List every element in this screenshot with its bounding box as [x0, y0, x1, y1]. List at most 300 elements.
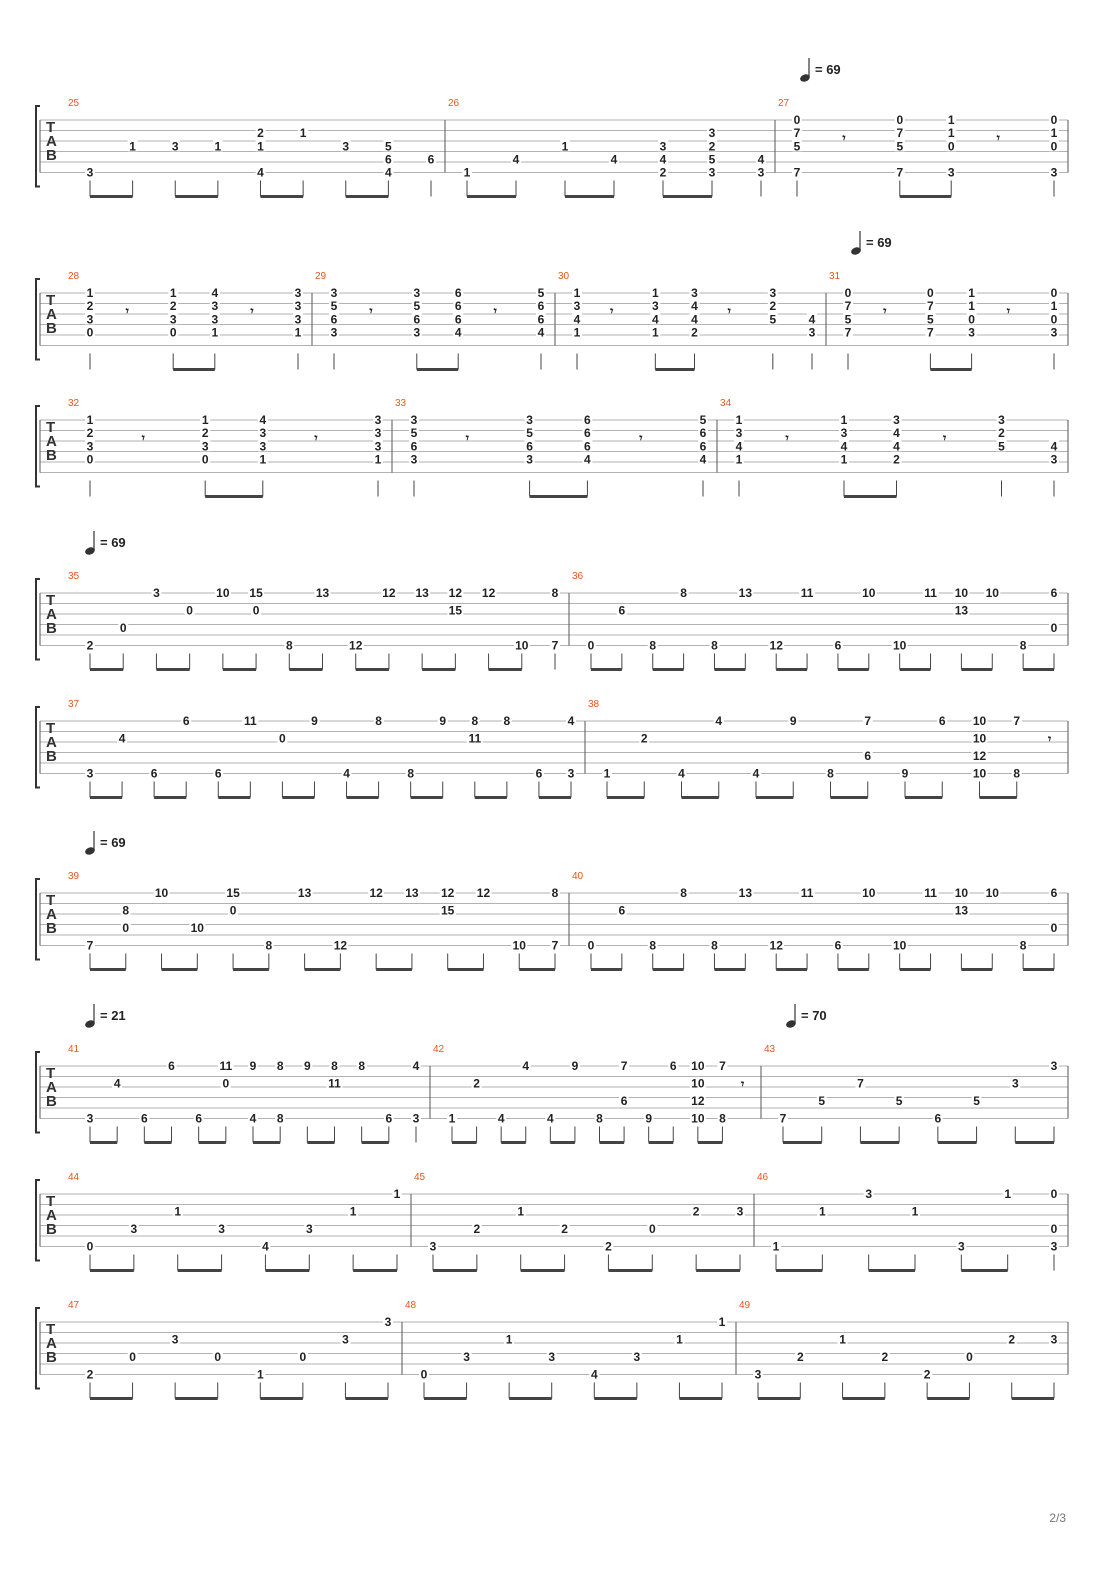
fret-number: 3: [86, 165, 94, 180]
tempo-marking: [84, 531, 126, 556]
fret-number: 3: [86, 312, 94, 327]
rest-mark: 𝄾: [610, 304, 614, 318]
fret-number: 9: [303, 1059, 311, 1073]
tab-clef-letter: B: [46, 1349, 57, 1366]
fret-number: 2: [86, 299, 94, 314]
fret-number: 1: [651, 286, 659, 300]
measure-number: 39: [68, 871, 80, 882]
measure: [558, 271, 817, 370]
fret-number: 3: [86, 766, 94, 781]
fret-number: 0: [966, 1350, 973, 1364]
fret-number: 1: [603, 766, 611, 781]
fret-number: 0: [968, 312, 975, 327]
fret-number: 2: [893, 452, 900, 467]
measure: [739, 1300, 1059, 1399]
fret-number: 3: [294, 299, 302, 314]
measure: [572, 571, 1059, 670]
fret-number: 7: [857, 1076, 864, 1091]
fret-number: 8: [375, 714, 382, 728]
measure: [68, 871, 560, 970]
fret-number: 6: [584, 413, 591, 427]
fret-number: 2: [998, 426, 1005, 441]
fret-number: 3: [1050, 452, 1058, 467]
fret-number: 10: [972, 766, 987, 781]
fret-number: 3: [171, 139, 179, 154]
fret-number: 8: [1019, 638, 1027, 653]
fret-number: 4: [1050, 439, 1058, 454]
fret-number: 3: [330, 325, 338, 340]
measure: [68, 699, 576, 798]
fret-number: 3: [374, 439, 382, 454]
fret-number: 1: [651, 325, 659, 340]
fret-number: 4: [497, 1111, 505, 1126]
fret-number: 6: [834, 938, 842, 953]
tab-clef-letter: T: [46, 419, 56, 436]
measure-number: 42: [433, 1044, 445, 1055]
tab-clef-letter: B: [46, 1221, 57, 1238]
fret-number: 3: [330, 286, 338, 300]
measure: [68, 98, 436, 197]
fret-number: 10: [691, 1111, 705, 1126]
fret-number: 10: [954, 886, 969, 900]
fret-number: 2: [473, 1222, 481, 1236]
fret-number: 0: [587, 938, 595, 953]
fret-number: 0: [1050, 139, 1058, 154]
fret-number: 8: [596, 1111, 603, 1126]
measure: [68, 1300, 393, 1399]
tempo-value: = 70: [801, 1008, 827, 1023]
tab-clef-letter: B: [46, 620, 57, 637]
measure: [68, 571, 560, 670]
fret-number: 2: [640, 731, 648, 746]
fret-number: 3: [171, 1332, 179, 1347]
fret-number: 10: [892, 938, 907, 953]
fret-number: 12: [481, 586, 496, 600]
fret-number: 6: [385, 1111, 393, 1126]
fret-number: 2: [86, 638, 94, 653]
fret-number: 12: [972, 749, 987, 763]
fret-number: 1: [947, 113, 955, 127]
measure: [778, 98, 1059, 197]
fret-number: 6: [526, 439, 533, 454]
rest-mark: 𝄾: [727, 304, 731, 318]
system-bracket: [36, 106, 40, 187]
fret-number: 10: [972, 731, 987, 746]
fret-number: 13: [954, 603, 969, 618]
fret-number: 6: [413, 312, 421, 327]
fret-number: 15: [441, 903, 455, 918]
tempo-marking: [799, 58, 841, 83]
fret-number: 3: [130, 1222, 138, 1236]
tab-clef-letter: B: [46, 748, 57, 765]
fret-number: 8: [649, 638, 657, 653]
fret-number: 12: [476, 886, 491, 900]
rest-mark: 𝄾: [1006, 304, 1011, 318]
fret-number: 3: [410, 413, 418, 427]
measure: [68, 1044, 421, 1143]
fret-number: 7: [896, 165, 904, 180]
fret-number: 11: [924, 586, 937, 600]
fret-number: 10: [954, 586, 969, 600]
fret-number: 4: [651, 312, 659, 327]
fret-number: 0: [169, 325, 177, 340]
measure-number: 29: [315, 271, 327, 282]
fret-number: 1: [256, 1367, 264, 1382]
fret-number: 12: [369, 886, 383, 900]
tab-clef-letter: T: [46, 892, 56, 909]
fret-number: 1: [214, 139, 222, 154]
fret-number: 9: [311, 714, 318, 728]
measure-number: 27: [778, 98, 790, 109]
fret-number: 3: [893, 413, 900, 427]
measure: [829, 271, 1059, 370]
fret-number: 1: [1004, 1187, 1012, 1201]
rest-mark: 𝄾: [141, 431, 145, 445]
fret-number: 0: [1050, 312, 1058, 327]
fret-number: 0: [214, 1350, 222, 1364]
fret-number: 10: [154, 886, 169, 900]
tab-clef-letter: A: [46, 1207, 57, 1224]
fret-number: 11: [800, 886, 814, 900]
fret-number: 3: [201, 439, 209, 454]
rest-mark: 𝄾: [842, 131, 846, 145]
fret-number: 1: [840, 452, 848, 467]
tab-clef-letter: A: [46, 433, 57, 450]
measure-number: 46: [757, 1172, 769, 1183]
fret-number: 8: [711, 938, 718, 953]
fret-number: 4: [573, 312, 581, 327]
fret-number: 3: [305, 1222, 313, 1236]
fret-number: 6: [140, 1111, 148, 1126]
fret-number: 7: [896, 126, 904, 141]
tempo-marking: [84, 1004, 126, 1029]
fret-number: 6: [934, 1111, 942, 1126]
measure: [414, 1172, 745, 1271]
rest-mark: 𝄾: [943, 431, 947, 445]
fret-number: 10: [190, 921, 204, 935]
fret-number: 3: [413, 325, 421, 340]
fret-number: 8: [503, 714, 511, 728]
fret-number: 3: [947, 165, 955, 180]
fret-number: 10: [515, 638, 529, 653]
fret-number: 6: [330, 312, 338, 327]
tab-clef-letter: B: [46, 1093, 57, 1110]
fret-number: 4: [659, 152, 667, 167]
measure-number: 28: [68, 271, 80, 282]
rest-mark: 𝄾: [741, 1077, 745, 1091]
fret-number: 8: [551, 886, 559, 900]
fret-number: 10: [691, 1059, 705, 1073]
tab-clef-letter: A: [46, 906, 57, 923]
page-number: 2/3: [1049, 1511, 1066, 1525]
fret-number: 15: [226, 886, 240, 900]
fret-number: 4: [893, 439, 900, 454]
fret-number: 6: [385, 152, 392, 167]
fret-number: 0: [86, 325, 94, 340]
fret-number: 6: [699, 426, 707, 441]
fret-number: 7: [844, 299, 852, 314]
fret-number: 0: [201, 452, 209, 467]
fret-number: 5: [793, 139, 801, 154]
rest-mark: 𝄾: [125, 304, 129, 318]
fret-number: 1: [374, 452, 382, 467]
fret-number: 10: [862, 586, 876, 600]
fret-number: 2: [86, 1367, 94, 1382]
fret-number: 0: [947, 139, 955, 154]
fret-number: 8: [680, 586, 687, 600]
fret-number: 4: [259, 413, 267, 427]
fret-number: 3: [548, 1350, 556, 1364]
fret-number: 4: [840, 439, 848, 454]
fret-number: 11: [468, 731, 482, 746]
fret-number: 7: [551, 638, 559, 653]
fret-number: 3: [374, 426, 382, 441]
fret-number: 1: [169, 286, 177, 300]
measure-number: 37: [68, 699, 80, 710]
fret-number: 5: [413, 299, 421, 314]
fret-number: 11: [243, 714, 257, 728]
fret-number: 0: [186, 603, 193, 618]
fret-number: 10: [512, 938, 526, 953]
fret-number: 3: [659, 139, 667, 154]
measure: [433, 1044, 745, 1143]
system-bracket: [36, 279, 40, 360]
system-bracket: [36, 1180, 40, 1261]
system-bracket: [36, 707, 40, 788]
rest-mark: 𝄾: [493, 304, 497, 318]
fret-number: 5: [410, 426, 418, 441]
measure: [68, 271, 303, 370]
fret-number: 4: [522, 1059, 530, 1073]
fret-number: 6: [1050, 886, 1058, 900]
fret-number: 1: [517, 1204, 525, 1219]
fret-number: 0: [1050, 286, 1058, 300]
fret-number: 1: [968, 286, 975, 300]
tempo-marking: [850, 231, 892, 256]
fret-number: 4: [691, 312, 698, 327]
fret-number: 8: [711, 638, 718, 653]
rest-mark: 𝄾: [785, 431, 789, 445]
fret-number: 1: [129, 139, 136, 154]
fret-number: 3: [211, 312, 219, 327]
fret-number: 8: [407, 766, 415, 781]
fret-number: 4: [691, 299, 698, 314]
rest-mark: 𝄾: [250, 304, 254, 318]
measure: [764, 1044, 1059, 1143]
fret-number: 0: [420, 1367, 428, 1382]
tab-clef-letter: T: [46, 1193, 56, 1210]
rest-mark: 𝄾: [465, 431, 470, 445]
fret-number: 10: [985, 886, 999, 900]
fret-number: 3: [153, 586, 160, 600]
fret-number: 2: [692, 1204, 700, 1219]
fret-number: 4: [546, 1111, 554, 1126]
fret-number: 3: [573, 299, 581, 314]
measure-number: 34: [720, 398, 732, 409]
fret-number: 1: [1050, 126, 1058, 141]
measure: [315, 271, 546, 370]
fret-number: 7: [719, 1059, 726, 1073]
fret-number: 10: [691, 1076, 705, 1091]
fret-number: 8: [285, 638, 293, 653]
tempo-marking: [84, 831, 126, 856]
measure-number: 30: [558, 271, 570, 282]
fret-number: 4: [343, 766, 350, 781]
fret-number: 6: [454, 312, 462, 327]
fret-number: 2: [473, 1076, 480, 1091]
fret-number: 1: [573, 325, 581, 340]
measure-number: 44: [68, 1172, 80, 1183]
tab-clef-letter: A: [46, 306, 57, 323]
fret-number: 2: [769, 299, 777, 314]
fret-number: 8: [276, 1059, 284, 1073]
measure: [572, 871, 1059, 970]
fret-number: 3: [708, 165, 716, 180]
measure-number: 49: [739, 1300, 751, 1311]
fret-number: 6: [410, 439, 418, 454]
fret-number: 3: [384, 1315, 392, 1329]
fret-number: 3: [1050, 1239, 1058, 1254]
fret-number: 6: [618, 903, 626, 918]
fret-number: 3: [86, 1111, 94, 1126]
fret-number: 8: [122, 903, 130, 918]
fret-number: 4: [567, 714, 575, 728]
fret-number: 8: [680, 886, 687, 900]
fret-number: 9: [901, 766, 909, 781]
staff-system: [36, 398, 1068, 497]
fret-number: 13: [405, 886, 419, 900]
fret-number: 4: [610, 152, 618, 167]
fret-number: 8: [1013, 766, 1021, 781]
fret-number: 6: [150, 766, 158, 781]
fret-number: 3: [294, 312, 302, 327]
tab-clef-letter: B: [46, 147, 57, 164]
fret-number: 1: [505, 1332, 513, 1347]
measure-number: 38: [588, 699, 600, 710]
fret-number: 12: [333, 938, 348, 953]
fret-number: 4: [584, 452, 591, 467]
fret-number: 3: [294, 286, 302, 300]
measure-number: 40: [572, 871, 584, 882]
fret-number: 0: [1050, 1222, 1058, 1236]
fret-number: 7: [793, 126, 801, 141]
fret-number: 6: [454, 299, 462, 314]
fret-number: 3: [968, 325, 975, 340]
tempo-marking: [785, 1004, 827, 1029]
fret-number: 7: [1013, 714, 1021, 728]
fret-number: 8: [358, 1059, 366, 1073]
fret-number: 5: [526, 426, 533, 441]
fret-number: 1: [86, 413, 94, 427]
fret-number: 5: [896, 139, 904, 154]
fret-number: 10: [862, 886, 876, 900]
fret-number: 1: [86, 286, 94, 300]
fret-number: 3: [342, 1332, 349, 1347]
measure-number: 36: [572, 571, 584, 582]
fret-number: 3: [463, 1350, 470, 1364]
tab-clef-letter: T: [46, 1321, 56, 1338]
fret-number: 12: [441, 886, 455, 900]
tab-clef-letter: A: [46, 1079, 57, 1096]
fret-number: 2: [169, 299, 177, 314]
measure-number: 31: [829, 271, 841, 282]
fret-number: 1: [947, 126, 955, 141]
fret-number: 3: [1050, 325, 1058, 340]
fret-number: 1: [911, 1204, 919, 1219]
measure-number: 43: [764, 1044, 776, 1055]
fret-number: 5: [330, 299, 338, 314]
fret-number: 13: [315, 586, 330, 600]
fret-number: 6: [620, 1094, 628, 1108]
fret-number: 3: [211, 299, 219, 314]
fret-number: 8: [551, 586, 559, 600]
measure: [588, 699, 1052, 798]
tab-clef-letter: B: [46, 920, 57, 937]
fret-number: 2: [201, 426, 209, 441]
fret-number: 11: [800, 586, 814, 600]
fret-number: 10: [985, 586, 999, 600]
fret-number: 13: [954, 903, 969, 918]
fret-number: 1: [840, 413, 848, 427]
fret-number: 1: [259, 452, 267, 467]
fret-number: 4: [118, 731, 126, 746]
fret-number: 1: [463, 165, 471, 180]
fret-number: 1: [839, 1332, 846, 1347]
fret-number: 4: [113, 1076, 121, 1091]
fret-number: 2: [561, 1222, 568, 1236]
measure: [395, 398, 708, 497]
fret-number: 0: [1050, 621, 1058, 635]
fret-number: 6: [454, 286, 462, 300]
fret-number: 4: [808, 312, 816, 327]
system-bracket: [36, 1052, 40, 1133]
fret-number: 5: [699, 413, 707, 427]
tempo-value: = 69: [100, 535, 126, 550]
fret-number: 1: [257, 139, 264, 154]
fret-number: 1: [718, 1315, 726, 1329]
fret-number: 0: [1050, 921, 1058, 935]
fret-number: 15: [249, 586, 263, 600]
rest-mark: 𝄾: [369, 304, 373, 318]
staff-system: [36, 1172, 1068, 1271]
measure-number: 48: [405, 1300, 417, 1311]
measure: [68, 1172, 402, 1271]
fret-number: 7: [551, 938, 559, 953]
fret-number: 1: [1050, 299, 1058, 314]
fret-number: 4: [257, 165, 264, 180]
fret-number: 1: [448, 1111, 456, 1126]
tab-clef-letter: A: [46, 1335, 57, 1352]
fret-number: 1: [294, 325, 302, 340]
fret-number: 6: [938, 714, 946, 728]
fret-number: 12: [448, 586, 463, 600]
fret-number: 5: [895, 1094, 903, 1108]
measure-number: 33: [395, 398, 407, 409]
fret-number: 0: [793, 113, 801, 127]
tab-clef-letter: T: [46, 119, 56, 136]
fret-number: 7: [793, 165, 801, 180]
fret-number: 3: [169, 312, 177, 327]
fret-number: 4: [678, 766, 685, 781]
fret-number: 3: [998, 413, 1005, 427]
fret-number: 11: [328, 1076, 341, 1091]
fret-number: 3: [708, 126, 716, 141]
fret-number: 5: [927, 312, 934, 327]
fret-number: 4: [893, 426, 900, 441]
fret-number: 13: [738, 886, 753, 900]
fret-number: 3: [410, 452, 418, 467]
fret-number: 0: [299, 1350, 307, 1364]
